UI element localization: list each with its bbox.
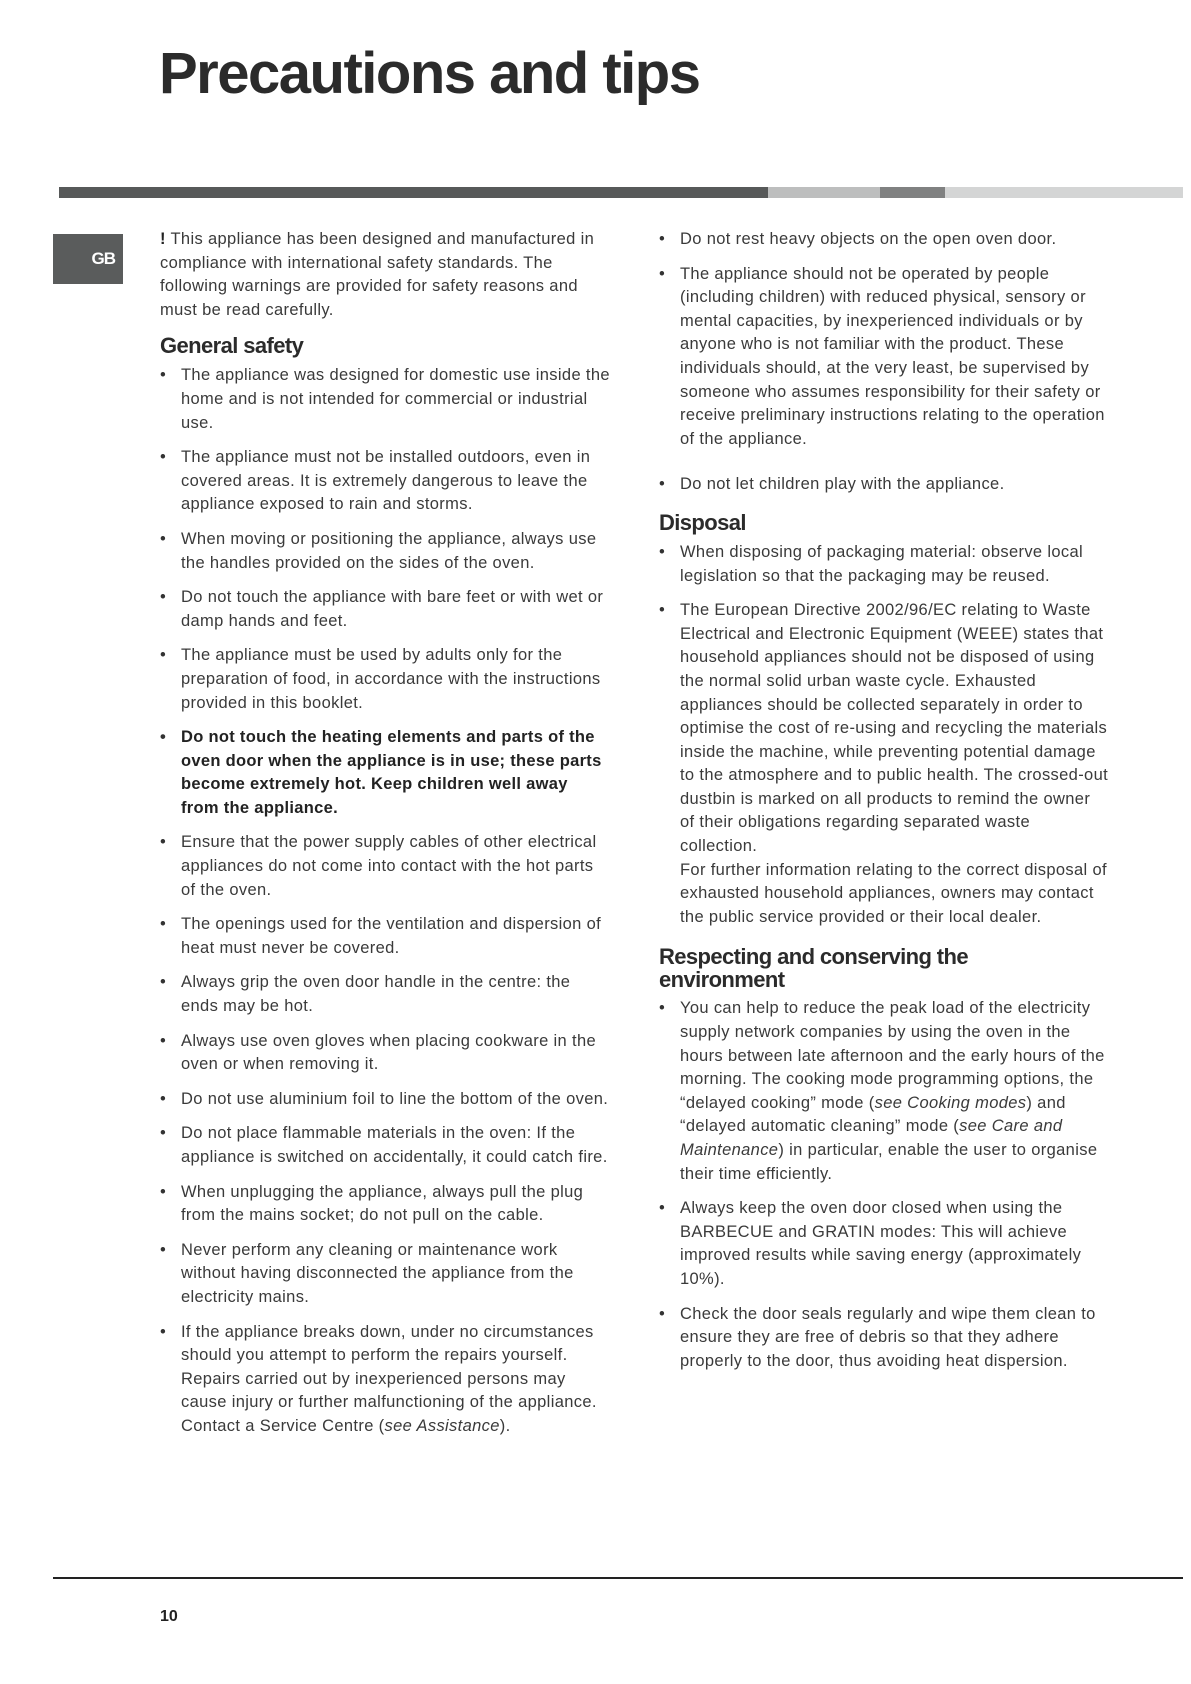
list-item <box>659 599 1109 929</box>
list-item: • Check the door seals regularly and wipe them clean to ensure they are free of debris so that they adhere properly to the door, thus avoiding heat dispersion. <box>659 1303 1109 1374</box>
list-item: • The openings used for the ventilation and dispersion of heat must never be covered. <box>160 913 610 960</box>
list-item <box>659 997 1109 1186</box>
list-item: • Do not let children play with the appliance. <box>659 473 1109 497</box>
header-bar-segment <box>945 187 1183 198</box>
list-item: • When disposing of packaging material: observe local legislation so that the packaging may be reused. <box>659 541 1109 588</box>
item-text: You can help to reduce the peak load of the electricity supply network companies by using the oven in the hours between late afternoon and the early hours of the morning. The cooking mode programming options, the “delayed cooking” mode ( <box>680 999 1105 1112</box>
disposal-heading: Disposal <box>659 509 746 535</box>
list-item: • Do not touch the appliance with bare feet or with wet or damp hands and feet. <box>160 586 610 633</box>
item-text: ) and “delayed automatic cleaning” mode ( <box>680 1093 1066 1136</box>
safety-list-continued <box>659 228 1109 497</box>
item-text: ). <box>499 1416 511 1435</box>
cross-reference: see Assistance <box>384 1416 500 1435</box>
list-item: • Always grip the oven door handle in the centre: the ends may be hot. <box>160 971 610 1018</box>
list-item-warning: • Do not touch the heating elements and parts of the oven door when the appliance is in use; these parts become extremely hot. Keep children well away from the appliance. <box>160 726 610 820</box>
cross-reference: see Care and Maintenance <box>680 1117 1063 1159</box>
list-item: • Do not rest heavy objects on the open oven door. <box>659 228 1109 252</box>
list-item: • The appliance was designed for domestic use inside the home and is not intended for commercial or industrial use. <box>160 364 610 435</box>
left-column <box>160 228 610 1450</box>
warning-mark: ! <box>160 230 166 248</box>
right-column <box>659 228 1109 1384</box>
list-item: • Never perform any cleaning or maintenance work without having disconnected the appliance from the electricity mains. <box>160 1239 610 1310</box>
list-item: • Do not use aluminium foil to line the bottom of the oven. <box>160 1088 610 1112</box>
intro-paragraph <box>160 228 610 322</box>
disposal-list <box>659 541 1109 930</box>
list-item: • The appliance must be used by adults only for the preparation of food, in accordance with the instructions provided in this booklet. <box>160 644 610 715</box>
item-text: ) in particular, enable the user to organise their time efficiently. <box>680 1141 1098 1183</box>
header-bar-segment <box>768 187 880 198</box>
page-title: Precautions and tips <box>159 41 700 106</box>
list-item: • When moving or positioning the appliance, always use the handles provided on the sides of the oven. <box>160 528 610 575</box>
list-item: • Ensure that the power supply cables of other electrical appliances do not come into contact with the hot parts of the oven. <box>160 831 610 902</box>
environment-list <box>659 997 1109 1373</box>
list-item: • Always use oven gloves when placing cookware in the oven or when removing it. <box>160 1030 610 1077</box>
further-info-text: For further information relating to the correct disposal of exhausted household appliances, owners may contact the public service provided or their local dealer. <box>680 860 1107 926</box>
list-item: • The appliance should not be operated by people (including children) with reduced physical, sensory or mental capacities, by inexperienced individuals or by anyone who is not familiar with the product. These individuals should, at the very least, be supervised by someone who assumes responsibility for their safety or receive preliminary instructions relating to the operation of the appliance. <box>659 263 1109 452</box>
list-item: • Do not place flammable materials in the oven: If the appliance is switched on accidentally, it could catch fire. <box>160 1122 610 1169</box>
header-bar-segment <box>880 187 945 198</box>
general-safety-heading: General safety <box>160 333 304 359</box>
environment-heading: Respecting and conserving the environment <box>659 944 969 993</box>
page-number: 10 <box>160 1608 178 1625</box>
cross-reference: see Cooking modes <box>874 1093 1027 1112</box>
footer-divider <box>53 1577 1183 1579</box>
general-safety-list <box>160 364 610 1438</box>
list-item: • When unplugging the appliance, always pull the plug from the mains socket; do not pull on the cable. <box>160 1181 610 1228</box>
item-text: If the appliance breaks down, under no circumstances should you attempt to perform the repairs yourself. Repairs carried out by inexperienced persons may cause injury or further malfunctioning of the appliance. Contact a Service Centre ( <box>181 1322 597 1435</box>
list-item: • The appliance must not be installed outdoors, even in covered areas. It is extremely dangerous to leave the appliance exposed to rain and storms. <box>160 446 610 517</box>
item-text: The European Directive 2002/96/EC relating to Waste Electrical and Electronic Equipment (WEEE) states that household appliances should not be disposed of using the normal solid urban waste cycle. Exhausted appliances should be collected separately in order to optimise the cost of re-using and recycling the materials inside the machine, while preventing potential damage to the atmosphere and to public health. The crossed-out dustbin is marked on all products to remind the owner of their obligations regarding separated waste collection. <box>680 601 1109 856</box>
intro-text: This appliance has been designed and manufactured in compliance with international safety standards. The following warnings are provided for safety reasons and must be read carefully. <box>160 230 595 319</box>
language-tab: GB <box>53 234 123 284</box>
header-bar-segment <box>59 187 768 198</box>
list-item: • Always keep the oven door closed when using the BARBECUE and GRATIN modes: This will achieve improved results while saving energy (approximately 10%). <box>659 1197 1109 1291</box>
list-item <box>160 1321 610 1439</box>
